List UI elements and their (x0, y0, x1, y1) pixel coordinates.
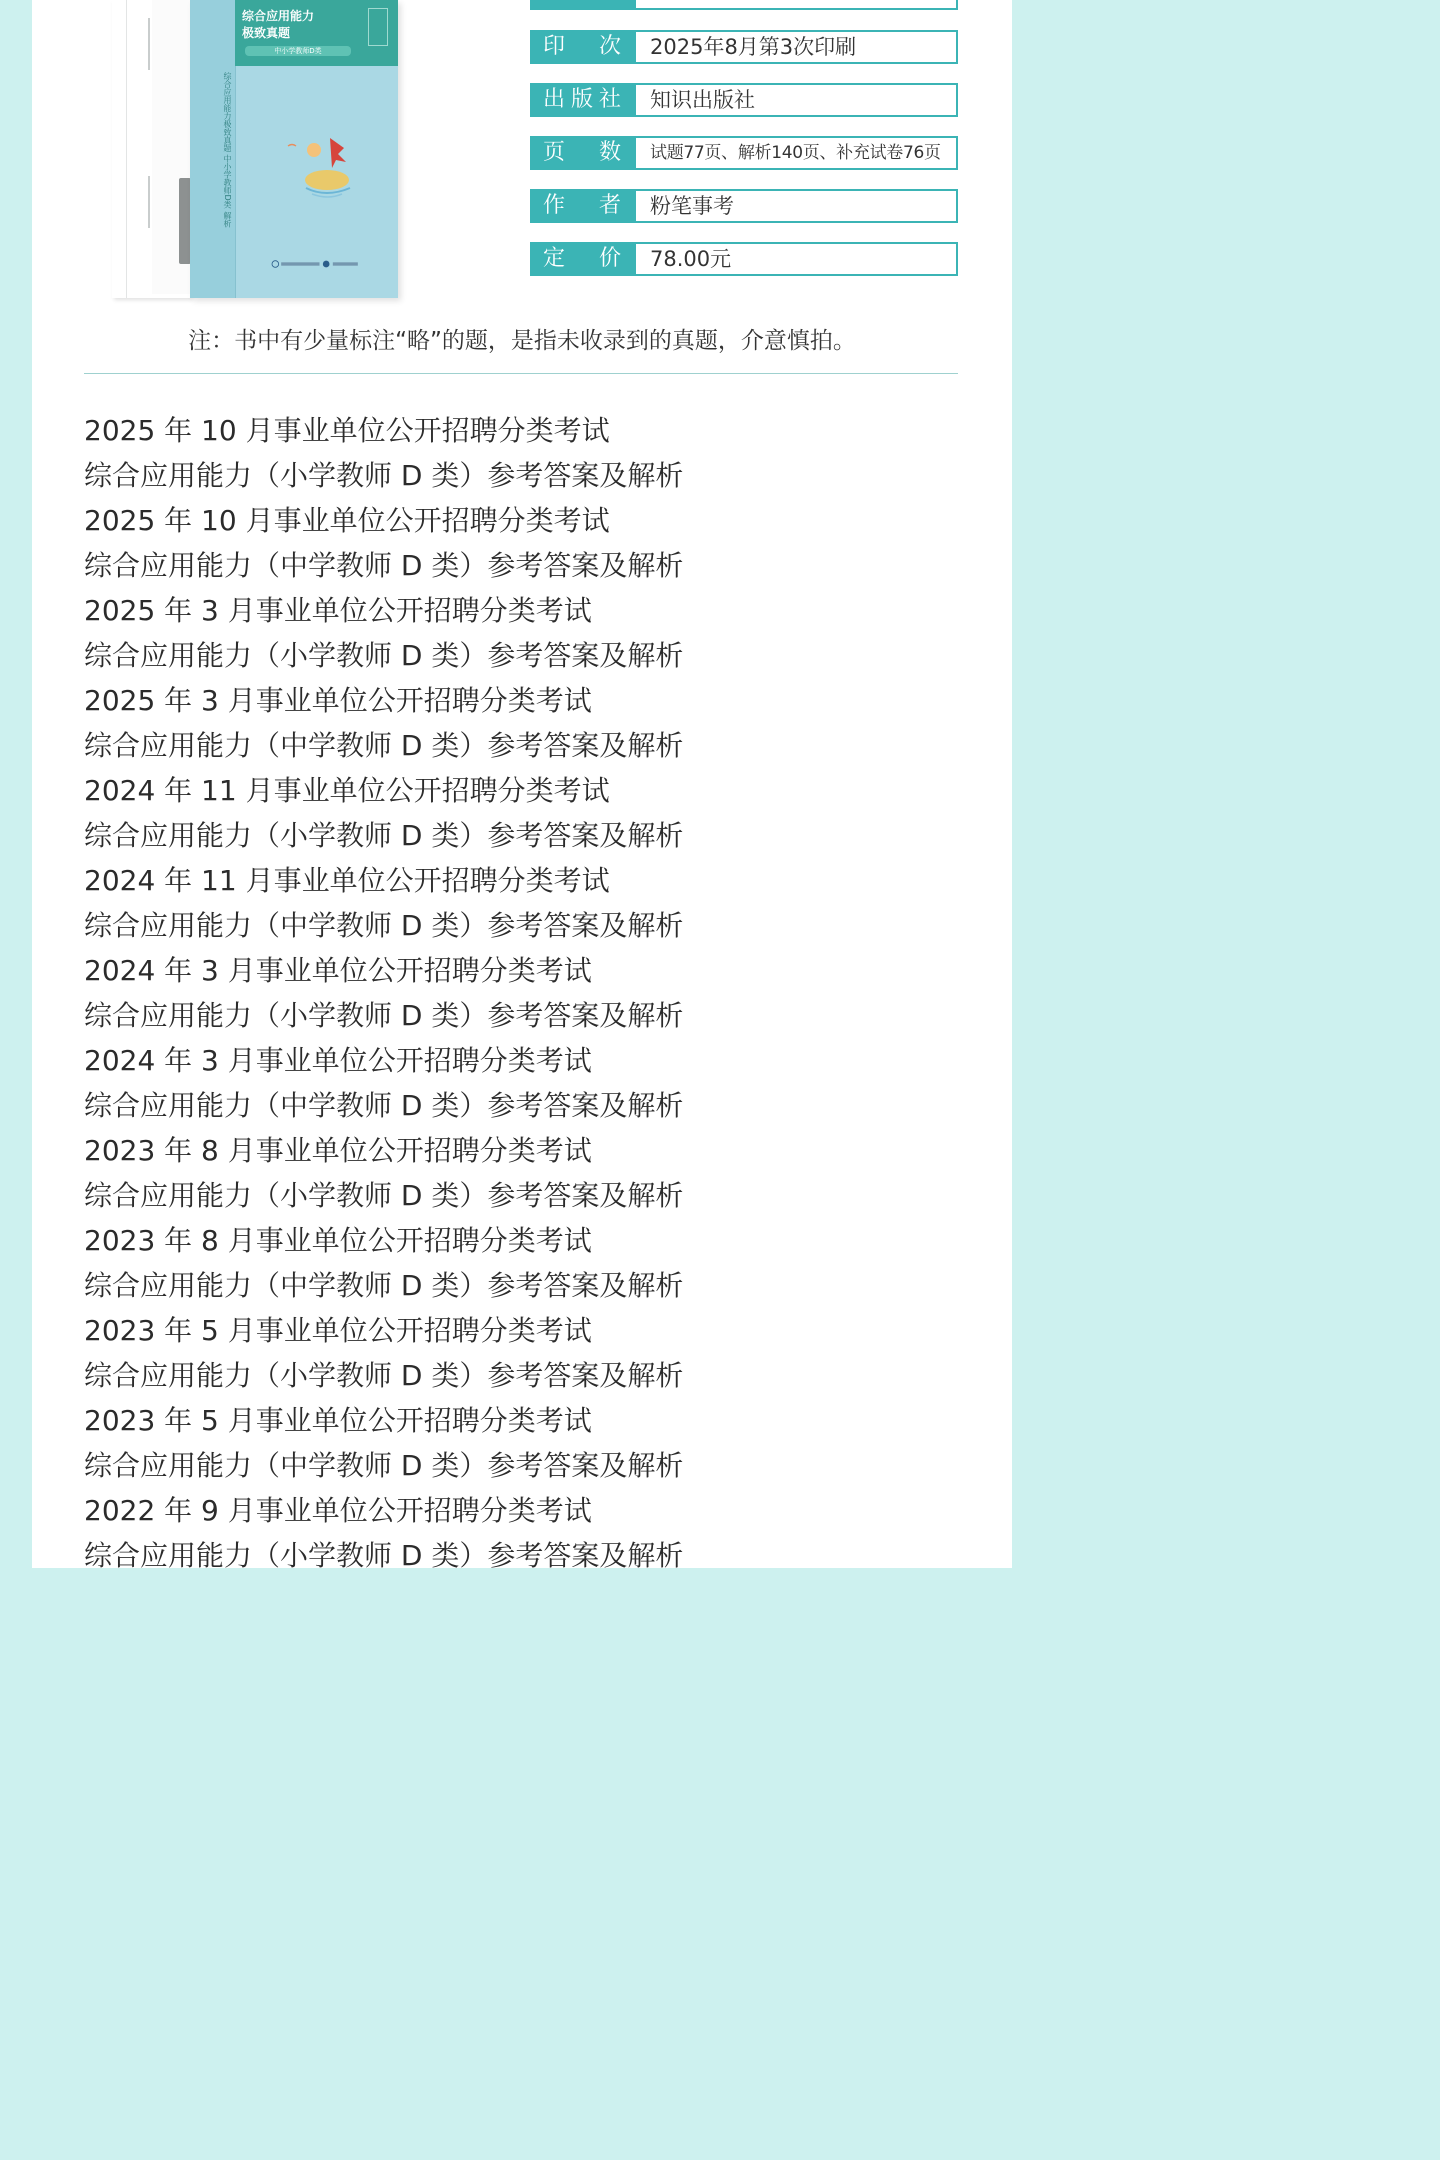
contents-item-exam: 2023 年 5 月事业单位公开招聘分类考试 (84, 1314, 592, 1347)
info-row-isbn-partial (530, 0, 958, 10)
contents-item-exam: 2022 年 9 月事业单位公开招聘分类考试 (84, 1494, 592, 1527)
contents-item-exam: 2023 年 8 月事业单位公开招聘分类考试 (84, 1134, 592, 1167)
contents-item-answer: 综合应用能力（小学教师 D 类）参考答案及解析 (84, 459, 684, 492)
cover-badge: 中小学教师D类 (245, 46, 351, 56)
contents-item-answer: 综合应用能力（小学教师 D 类）参考答案及解析 (84, 999, 684, 1032)
contents-item-answer: 综合应用能力（中学教师 D 类）参考答案及解析 (84, 1269, 684, 1302)
contents-item-answer: 综合应用能力（中学教师 D 类）参考答案及解析 (84, 549, 684, 582)
contents-item-exam: 2023 年 8 月事业单位公开招聘分类考试 (84, 1224, 592, 1257)
contents-item-answer: 综合应用能力（中学教师 D 类）参考答案及解析 (84, 909, 684, 942)
contents-item-answer: 综合应用能力（中学教师 D 类）参考答案及解析 (84, 1089, 684, 1122)
cover-title: 综合应用能力 极致真题 (242, 9, 315, 40)
contents-item-answer: 综合应用能力（小学教师 D 类）参考答案及解析 (84, 639, 684, 672)
contents-item-exam: 2023 年 5 月事业单位公开招聘分类考试 (84, 1404, 592, 1437)
cover-tag-decoration (368, 8, 388, 46)
contents-item-answer: 综合应用能力（小学教师 D 类）参考答案及解析 (84, 1539, 684, 1568)
contents-item (84, 1488, 964, 1568)
contents-item-exam: 2024 年 3 月事业单位公开招聘分类考试 (84, 954, 592, 987)
section-divider (84, 373, 958, 374)
cover-illustration (272, 134, 372, 204)
contents-item (84, 588, 964, 678)
contents-item (84, 1308, 964, 1398)
price-label: 定 价 (530, 242, 634, 276)
contents-item-exam: 2025 年 3 月事业单位公开招聘分类考试 (84, 684, 592, 717)
contents-item (84, 1128, 964, 1218)
contents-item (84, 408, 964, 498)
spine-title: 综合应用能力极致真题 中小学教师D类 解析 (223, 72, 232, 228)
contents-item (84, 1398, 964, 1488)
contents-item-answer: 综合应用能力（小学教师 D 类）参考答案及解析 (84, 819, 684, 852)
product-detail-page (32, 0, 1012, 1568)
publisher-logos (262, 259, 372, 269)
contents-list (84, 408, 964, 1568)
contents-item-exam: 2024 年 3 月事业单位公开招聘分类考试 (84, 1044, 592, 1077)
contents-item (84, 498, 964, 588)
print-label: 印 次 (530, 30, 634, 64)
contents-item-exam: 2025 年 10 月事业单位公开招聘分类考试 (84, 504, 610, 537)
contents-item-exam: 2024 年 11 月事业单位公开招聘分类考试 (84, 774, 610, 807)
contents-item (84, 678, 964, 768)
info-row-publisher (530, 83, 958, 117)
info-row-author (530, 189, 958, 223)
contents-item-exam: 2024 年 11 月事业单位公开招聘分类考试 (84, 864, 610, 897)
contents-item (84, 1218, 964, 1308)
info-row-pages (530, 136, 958, 170)
author-label: 作 者 (530, 189, 634, 223)
info-row-print (530, 30, 958, 64)
author-value: 粉笔事考 (634, 189, 958, 223)
price-value: 78.00元 (634, 242, 958, 276)
contents-item-answer: 综合应用能力（小学教师 D 类）参考答案及解析 (84, 1179, 684, 1212)
publisher-value: 知识出版社 (634, 83, 958, 117)
contents-item (84, 948, 964, 1038)
contents-item (84, 858, 964, 948)
print-value: 2025年8月第3次印刷 (634, 30, 958, 64)
contents-item-answer: 综合应用能力（小学教师 D 类）参考答案及解析 (84, 1359, 684, 1392)
contents-item-answer: 综合应用能力（中学教师 D 类）参考答案及解析 (84, 1449, 684, 1482)
pages-label: 页 数 (530, 136, 634, 170)
purchase-note: 注：书中有少量标注“略”的题，是指未收录到的真题，介意慎拍。 (188, 328, 856, 354)
contents-item-exam: 2025 年 10 月事业单位公开招聘分类考试 (84, 414, 610, 447)
pages-value: 试题77页、解析140页、补充试卷76页 (634, 136, 958, 170)
publisher-label: 出 版 社 (530, 83, 634, 117)
contents-item (84, 768, 964, 858)
info-row-price (530, 242, 958, 276)
contents-item-answer: 综合应用能力（中学教师 D 类）参考答案及解析 (84, 729, 684, 762)
contents-item (84, 1038, 964, 1128)
contents-item-exam: 2025 年 3 月事业单位公开招聘分类考试 (84, 594, 592, 627)
